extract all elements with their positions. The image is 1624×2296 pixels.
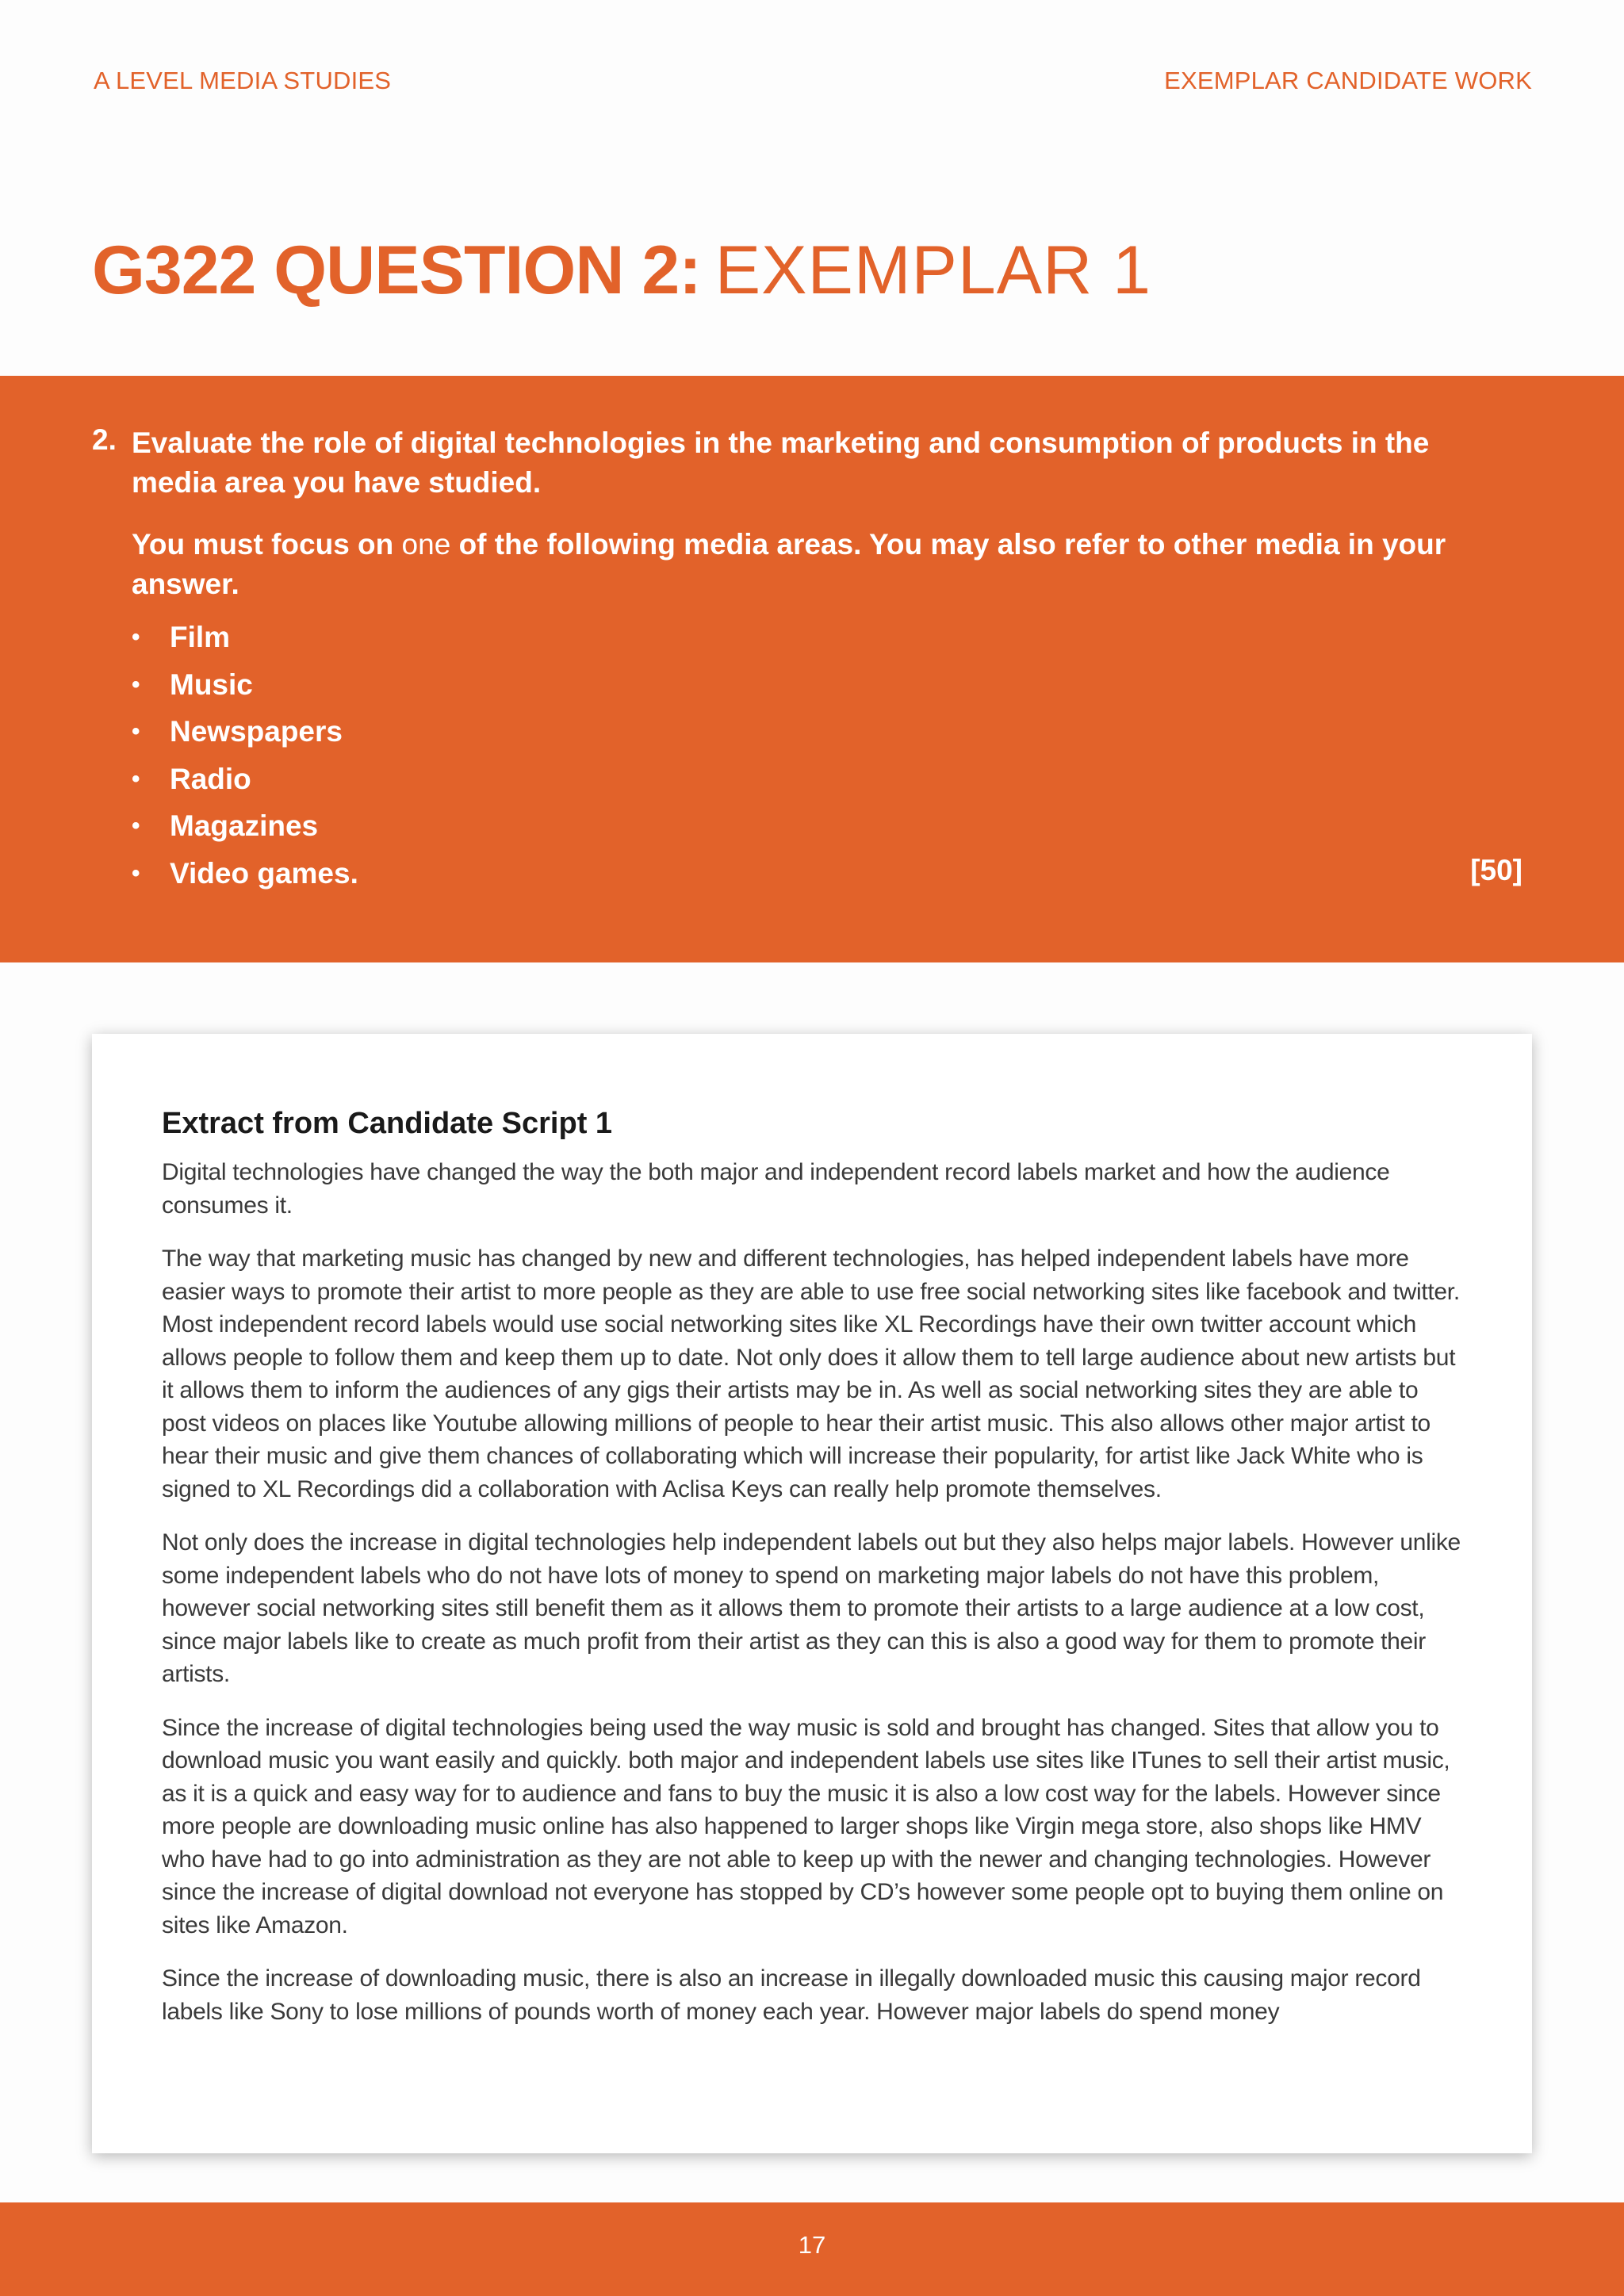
extract-heading: Extract from Candidate Script 1 bbox=[162, 1107, 613, 1140]
extract-paragraph: Since the increase of downloading music, there is also an increase in illegally downloaded music this causing major record labels like Sony to lose millions of pounds worth of money each year. However major labels do spend money bbox=[162, 1965, 1421, 2025]
question-text: Evaluate the role of digital technologies in the marketing and consumption of products in the media area you have studied. bbox=[132, 427, 1430, 499]
media-area-label: Magazines bbox=[170, 809, 319, 842]
extract-paragraph: Digital technologies have changed the way the both major and independent record labels market and how the audience consumes it. bbox=[162, 1159, 1390, 1219]
bullet-icon: • bbox=[132, 813, 140, 839]
media-area-label: Video games. bbox=[170, 856, 358, 890]
instruction-rest: of the following media areas. You may also refer to other media in your answer. bbox=[132, 528, 1446, 600]
list-item bbox=[132, 708, 358, 756]
list-item bbox=[132, 802, 358, 850]
list-item bbox=[132, 661, 358, 709]
list-item bbox=[132, 614, 358, 661]
header-document-type: EXEMPLAR CANDIDATE WORK bbox=[1164, 67, 1532, 94]
page-title-exemplar: EXEMPLAR 1 bbox=[714, 232, 1151, 308]
media-area-label: Music bbox=[170, 668, 253, 701]
bullet-icon: • bbox=[132, 859, 140, 886]
page-footer bbox=[0, 2202, 1624, 2296]
question-number: 2. bbox=[92, 423, 117, 456]
media-areas-list bbox=[132, 614, 358, 897]
extract-paragraph: Since the increase of digital technologies being used the way music is sold and brought has changed. Sites that allow you to download music you want easily and quickly. both major and independent labels use sites like ITunes to sell their artist music, as it is a quick and easy way for to audience and fans to buy the music it is also a low cost way for the labels. However since more people are downloading music online has also happened to larger shops like Virgin mega store, also shops like HMV who have had to go into administration as they are not able to keep up with the newer and changing technologies. However since the increase of digital download not everyone has stopped by CD’s however some people opt to buying them online on sites like Amazon. bbox=[162, 1714, 1450, 1938]
page-number: 17 bbox=[798, 2231, 826, 2259]
bullet-icon: • bbox=[132, 671, 140, 698]
media-area-label: Radio bbox=[170, 762, 251, 795]
question-marks: [50] bbox=[1470, 854, 1522, 886]
header-subject: A LEVEL MEDIA STUDIES bbox=[94, 67, 392, 94]
extract-paragraph: Not only does the increase in digital technologies help independent labels out but they also helps major labels. However unlike some independent labels who do not have lots of money to spend on marketing major labels do not have this problem, however social networking sites still benefit them as it allows them to promote their artists to a large audience at a low cost, since major labels like to create as much profit from their artist as they can this is also a good way for them to promote their artists. bbox=[162, 1529, 1461, 1687]
candidate-extract-card bbox=[92, 1034, 1532, 2153]
question-panel bbox=[0, 376, 1624, 962]
list-item bbox=[132, 756, 358, 803]
page-title-question: G322 QUESTION 2: bbox=[92, 232, 701, 308]
extract-paragraph: The way that marketing music has changed by new and different technologies, has helped independent labels have more easier ways to promote their artist to more people as they are able to use free social networking sites like facebook and twitter. Most independent record labels would use social networking sites like XL Recordings have their own twitter account which allows people to follow them and keep them up to date. Not only does it allow them to tell large audience about new artists but it allows them to inform the audiences of any gigs their artists may be in. As well as social networking sites they are able to post videos on places like Youtube allowing millions of people to hear their artist music. This also allows other major artist to hear their music and give them chances of collaborating which will increase their popularity, for artist like Jack White who is signed to XL Recordings did a collaboration with Aclisa Keys can really help promote themselves. bbox=[162, 1246, 1460, 1502]
bullet-icon: • bbox=[132, 765, 140, 792]
instruction-emphasis: one bbox=[401, 528, 451, 561]
media-area-label: Film bbox=[170, 621, 231, 653]
page-header bbox=[94, 67, 1532, 95]
bullet-icon: • bbox=[132, 718, 140, 744]
instruction-lead: You must focus on bbox=[132, 528, 394, 561]
page-title bbox=[92, 232, 1151, 308]
extract-body bbox=[162, 1156, 1462, 2049]
bullet-icon: • bbox=[132, 624, 140, 650]
media-area-label: Newspapers bbox=[170, 715, 343, 748]
question-instruction bbox=[132, 525, 1496, 604]
list-item bbox=[132, 850, 358, 897]
